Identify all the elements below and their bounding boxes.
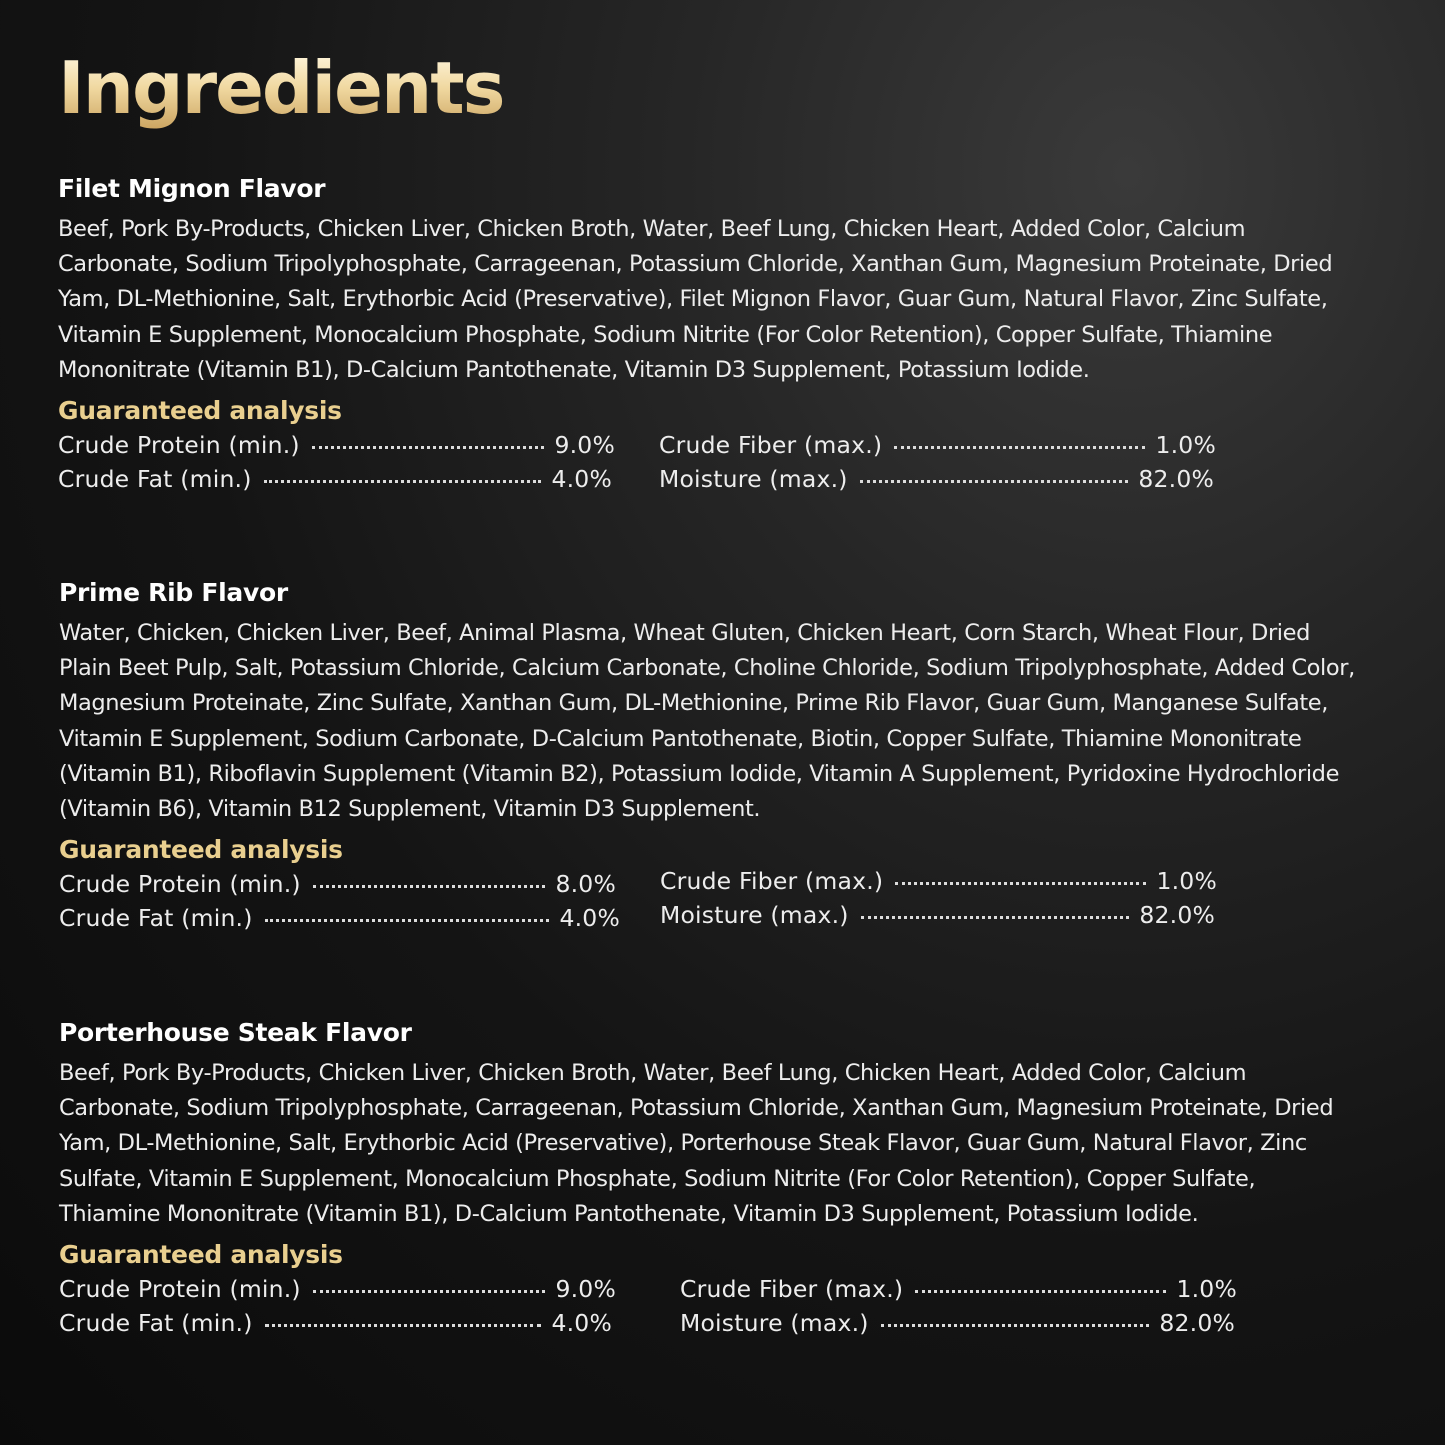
nutrient-row-fiber: [660, 864, 1217, 898]
dot-leader: [894, 445, 1145, 449]
nutrient-value: 4.0%: [559, 904, 620, 933]
nutrient-label: Crude Protein (min.): [59, 1275, 301, 1304]
nutrient-row-protein: [59, 1272, 616, 1306]
nutrient-label: Crude Fat (min.): [59, 904, 253, 933]
nutrient-row-fat: [59, 1306, 612, 1340]
nutrient-value: 9.0%: [554, 431, 615, 460]
dot-leader: [312, 445, 545, 449]
nutrient-label: Moisture (max.): [659, 465, 848, 494]
dot-leader: [265, 1323, 542, 1327]
ingredient-list: Beef, Pork By-Products, Chicken Liver, Chicken Broth, Water, Beef Lung, Chicken Heart, Added Color, Calcium Carbonate, Sodium Tripolyphosphate, Carrageenan, Potassium Chloride, Xanthan Gum, Magnesium Proteinate, Dried Yam, DL-Methionine, Salt, Erythorbic Acid (Preservative), Filet Mignon Flavor, Guar Gum, Natural Flavor, Zinc Sulfate, Vitamin E Supplement, Monocalcium Phosphate, Sodium Nitrite (For Color Retention), Copper Sulfate, Thiamine Mononitrate (Vitamin B1), D-Calcium Pantothenate, Vitamin D3 Supplement, Potassium Iodide.: [58, 216, 1333, 383]
guaranteed-analysis-heading: Guaranteed analysis: [59, 835, 343, 865]
ingredients-page: [58, 46, 1378, 1338]
guaranteed-analysis-table: [59, 1272, 1359, 1342]
dot-leader: [264, 479, 542, 483]
nutrient-row-fat: [58, 462, 612, 496]
section-title: Porterhouse Steak Flavor: [59, 1018, 412, 1047]
guaranteed-analysis-heading: Guaranteed analysis: [59, 1240, 343, 1270]
page-title: Ingredients: [58, 52, 1378, 132]
nutrient-label: Crude Protein (min.): [58, 431, 300, 460]
nutrient-value: 82.0%: [1138, 465, 1214, 494]
nutrient-row-moisture: [680, 1306, 1235, 1340]
dot-leader: [895, 881, 1146, 885]
nutrient-value: 82.0%: [1159, 1309, 1235, 1338]
nutrient-value: 1.0%: [1156, 867, 1217, 896]
nutrient-label: Moisture (max.): [680, 1309, 869, 1338]
nutrient-row-fiber: [680, 1272, 1237, 1306]
nutrient-label: Crude Fiber (max.): [660, 867, 884, 896]
nutrient-row-moisture: [659, 462, 1214, 496]
ingredient-list: Water, Chicken, Chicken Liver, Beef, Animal Plasma, Wheat Gluten, Chicken Heart, Corn Starch, Wheat Flour, Dried Plain Beet Pulp, Salt, Potassium Chloride, Calcium Carbonate, Choline Chloride, Sodium Tripolyphosphate, Added Color, Magnesium Proteinate, Zinc Sulfate, Xanthan Gum, DL-Methionine, Prime Rib Flavor, Guar Gum, Manganese Sulfate, Vitamin E Supplement, Sodium Carbonate, D-Calcium Pantothenate, Biotin, Copper Sulfate, Thiamine Mononitrate (Vitamin B1), Riboflavin Supplement (Vitamin B2), Potassium Iodide, Vitamin A Supplement, Pyridoxine Hydrochloride (Vitamin B6), Vitamin B12 Supplement, Vitamin D3 Supplement.: [59, 620, 1355, 823]
guaranteed-analysis-heading: Guaranteed analysis: [58, 396, 342, 426]
section-prime-rib: [59, 576, 1359, 937]
dot-leader: [265, 918, 550, 922]
nutrient-value: 9.0%: [555, 1275, 616, 1304]
section-title: Filet Mignon Flavor: [58, 174, 326, 203]
dot-leader: [861, 915, 1130, 919]
nutrient-row-protein: [59, 867, 616, 901]
dot-leader: [881, 1323, 1150, 1327]
nutrient-row-fat: [59, 901, 620, 935]
dot-leader: [915, 1289, 1166, 1293]
nutrient-row-fiber: [659, 428, 1216, 462]
nutrient-value: 8.0%: [555, 870, 616, 899]
section-filet-mignon: [58, 172, 1358, 498]
nutrient-label: Crude Fat (min.): [59, 1309, 253, 1338]
nutrient-value: 82.0%: [1139, 901, 1215, 930]
nutrient-value: 4.0%: [551, 465, 612, 494]
nutrient-label: Moisture (max.): [660, 901, 849, 930]
nutrient-label: Crude Protein (min.): [59, 870, 301, 899]
nutrient-value: 1.0%: [1155, 431, 1216, 460]
ingredient-list: Beef, Pork By-Products, Chicken Liver, Chicken Broth, Water, Beef Lung, Chicken Heart, Added Color, Calcium Carbonate, Sodium Tripolyphosphate, Carrageenan, Potassium Chloride, Xanthan Gum, Magnesium Proteinate, Dried Yam, DL-Methionine, Salt, Erythorbic Acid (Preservative), Porterhouse Steak Flavor, Guar Gum, Natural Flavor, Zinc Sulfate, Vitamin E Supplement, Monocalcium Phosphate, Sodium Nitrite (For Color Retention), Copper Sulfate, Thiamine Mononitrate (Vitamin B1), D-Calcium Pantothenate, Vitamin D3 Supplement, Potassium Iodide.: [59, 1060, 1334, 1227]
nutrient-value: 4.0%: [551, 1309, 612, 1338]
guaranteed-analysis-table: [59, 867, 1359, 937]
nutrient-row-protein: [58, 428, 615, 462]
section-title: Prime Rib Flavor: [59, 578, 288, 607]
nutrient-label: Crude Fat (min.): [58, 465, 252, 494]
section-porterhouse-steak: [59, 1016, 1359, 1342]
nutrient-value: 1.0%: [1176, 1275, 1237, 1304]
nutrient-label: Crude Fiber (max.): [659, 431, 883, 460]
nutrient-row-moisture: [660, 898, 1215, 932]
dot-leader: [313, 884, 546, 888]
nutrient-label: Crude Fiber (max.): [680, 1275, 904, 1304]
dot-leader: [860, 479, 1129, 483]
guaranteed-analysis-table: [58, 428, 1358, 498]
dot-leader: [313, 1289, 546, 1293]
